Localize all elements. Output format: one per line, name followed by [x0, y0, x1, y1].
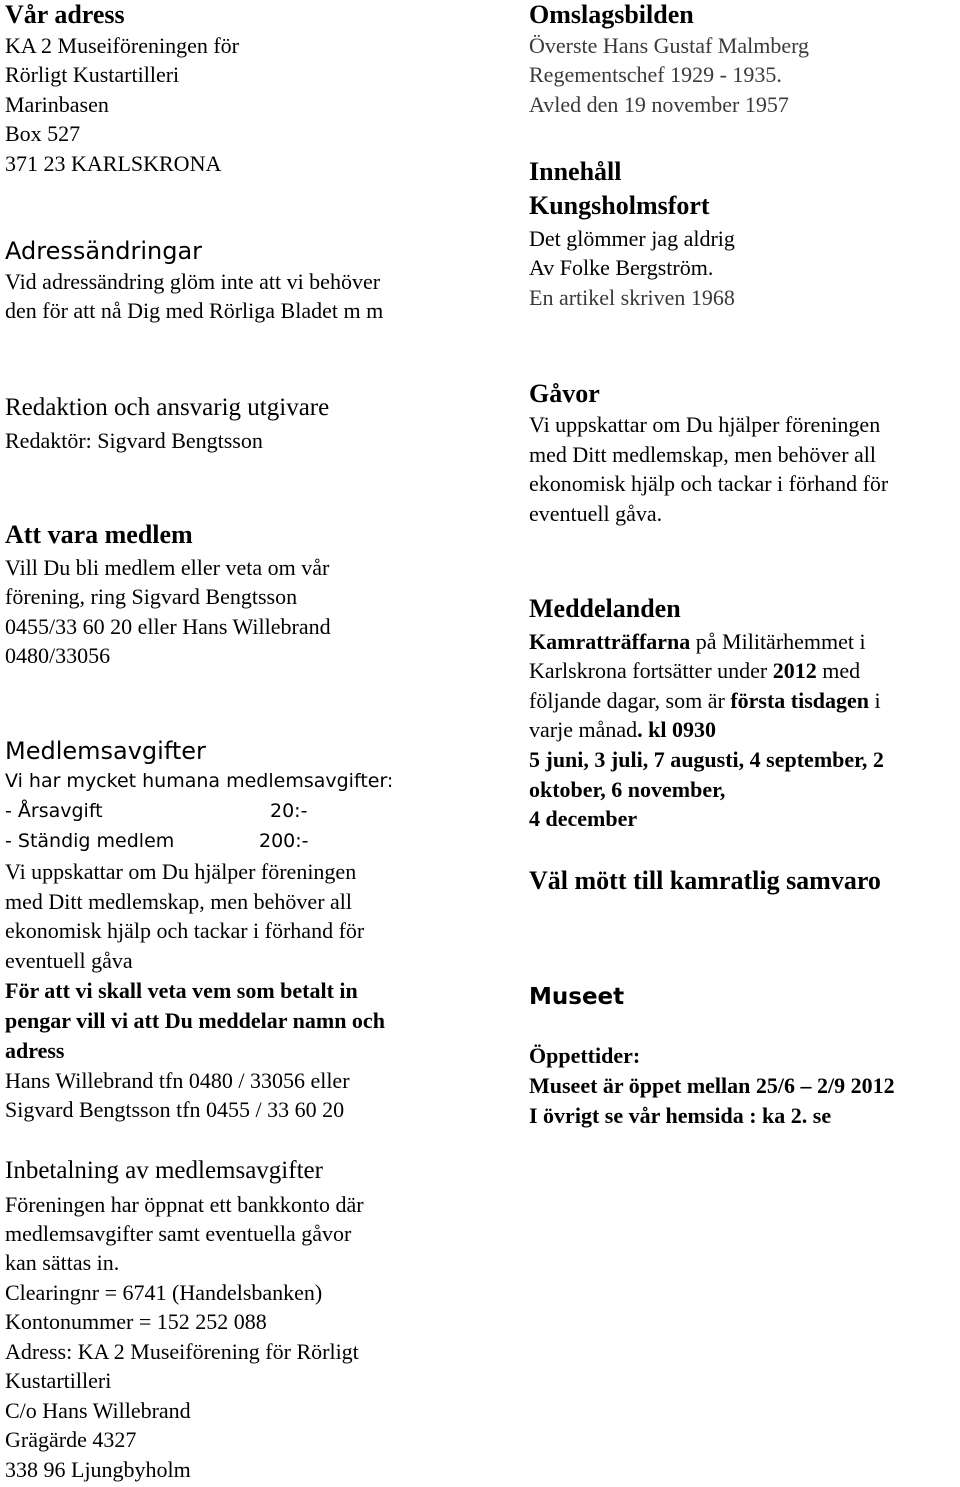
fee-row-label: - Årsavgift: [5, 800, 103, 822]
fee-row-value: 20:-: [270, 800, 308, 822]
membership-line: 0480/33056: [5, 643, 111, 668]
messages-line: [529, 656, 860, 686]
membership-line: Vill Du bli medlem eller veta om vår: [5, 555, 330, 580]
contents-line: Det glömmer jag aldrig: [529, 226, 735, 251]
address-line: KA 2 Museiföreningen för: [5, 33, 240, 58]
messages-heading: Meddelanden: [529, 594, 681, 623]
gifts-heading: Gåvor: [529, 379, 600, 408]
fees-line: eventuell gåva: [5, 948, 133, 973]
contents-subheading: Kungsholmsfort: [529, 191, 710, 220]
fees-bold-line: För att vi skall veta vem som betalt in: [5, 978, 358, 1003]
museum-line: Museet är öppet mellan 25/6 – 2/9 2012: [529, 1073, 895, 1098]
messages-text: på Militärhemmet i: [690, 629, 866, 654]
address-change-line: Vid adressändring glöm inte att vi behöver: [5, 269, 381, 294]
address-change-line: den för att nå Dig med Rörliga Bladet m m: [5, 298, 384, 323]
address-heading: Vår adress: [5, 0, 125, 29]
museum-heading: Museet: [529, 984, 625, 1010]
address-change-heading: Adressändringar: [5, 237, 203, 265]
gifts-line: eventuell gåva.: [529, 501, 663, 526]
payment-line: 338 96 Ljungbyholm: [5, 1457, 191, 1482]
contents-heading: Innehåll: [529, 157, 622, 186]
cover-line: Regementschef 1929 - 1935.: [529, 62, 782, 87]
museum-line: I övrigt se vår hemsida : ka 2. se: [529, 1103, 832, 1128]
fees-intro: Vi har mycket humana medlemsavgifter:: [5, 770, 394, 792]
fees-contact-line: Sigvard Bengtsson tfn 0455 / 33 60 20: [5, 1097, 345, 1122]
payment-line: Clearingnr = 6741 (Handelsbanken): [5, 1280, 323, 1305]
membership-line: förening, ring Sigvard Bengtsson: [5, 584, 298, 609]
messages-text: med: [816, 658, 861, 683]
payment-heading: Inbetalning av medlemsavgifter: [5, 1157, 323, 1184]
fees-heading: Medlemsavgifter: [5, 737, 206, 765]
editor-heading: Redaktion och ansvarig utgivare: [5, 394, 330, 421]
messages-closing: Väl mött till kamratlig samvaro: [529, 866, 881, 895]
membership-heading: Att vara medlem: [5, 520, 193, 549]
messages-text: i: [869, 688, 881, 713]
fees-line: med Ditt medlemskap, men behöver all: [5, 889, 353, 914]
payment-line: Grägärde 4327: [5, 1427, 137, 1452]
payment-line: C/o Hans Willebrand: [5, 1398, 191, 1423]
contents-line: En artikel skriven 1968: [529, 285, 735, 310]
messages-text: följande dagar, som är: [529, 688, 731, 713]
membership-line: 0455/33 60 20 eller Hans Willebrand: [5, 614, 331, 639]
fee-row-value: 200:-: [259, 830, 309, 852]
fees-line: Vi uppskattar om Du hjälper föreningen: [5, 859, 357, 884]
messages-line: [529, 686, 881, 716]
contents-line: Av Folke Bergström.: [529, 255, 714, 280]
address-line: 371 23 KARLSKRONA: [5, 151, 222, 176]
gifts-line: med Ditt medlemskap, men behöver all: [529, 442, 877, 467]
messages-emphasis: första tisdagen: [730, 688, 870, 713]
fee-row-label: - Ständig medlem: [5, 830, 175, 852]
messages-emphasis: Kamratträffarna: [529, 629, 691, 654]
messages-line: [529, 715, 716, 745]
fees-line: ekonomisk hjälp och tackar i förhand för: [5, 918, 365, 943]
fees-bold-line: adress: [5, 1038, 65, 1063]
payment-line: Föreningen har öppnat ett bankkonto där: [5, 1192, 364, 1217]
gifts-line: Vi uppskattar om Du hjälper föreningen: [529, 412, 881, 437]
messages-date-line: 4 december: [529, 806, 638, 831]
address-line: Marinbasen: [5, 92, 109, 117]
cover-line: Överste Hans Gustaf Malmberg: [529, 33, 810, 58]
cover-line: Avled den 19 november 1957: [529, 92, 789, 117]
messages-line: [529, 627, 866, 657]
gifts-line: ekonomisk hjälp och tackar i förhand för: [529, 471, 889, 496]
messages-emphasis: 2012: [772, 658, 817, 683]
payment-line: Kontonummer = 152 252 088: [5, 1309, 267, 1334]
fees-contact-line: Hans Willebrand tfn 0480 / 33056 eller: [5, 1068, 350, 1093]
museum-hours-label: Öppettider:: [529, 1043, 641, 1068]
messages-date-line: 5 juni, 3 juli, 7 augusti, 4 september, 2: [529, 747, 884, 772]
address-line: Rörligt Kustartilleri: [5, 62, 180, 87]
messages-text: Karlskrona fortsätter under: [529, 658, 773, 683]
messages-text: varje månad: [529, 717, 638, 742]
editor-line: Redaktör: Sigvard Bengtsson: [5, 428, 263, 453]
cover-heading: Omslagsbilden: [529, 0, 694, 29]
messages-date-line: oktober, 6 november,: [529, 777, 726, 802]
fees-bold-line: pengar vill vi att Du meddelar namn och: [5, 1008, 385, 1033]
messages-emphasis: . kl 0930: [637, 717, 716, 742]
payment-line: Adress: KA 2 Museiförening för Rörligt: [5, 1339, 359, 1364]
payment-line: medlemsavgifter samt eventuella gåvor: [5, 1221, 352, 1246]
payment-line: Kustartilleri: [5, 1368, 112, 1393]
address-line: Box 527: [5, 121, 81, 146]
payment-line: kan sättas in.: [5, 1250, 120, 1275]
